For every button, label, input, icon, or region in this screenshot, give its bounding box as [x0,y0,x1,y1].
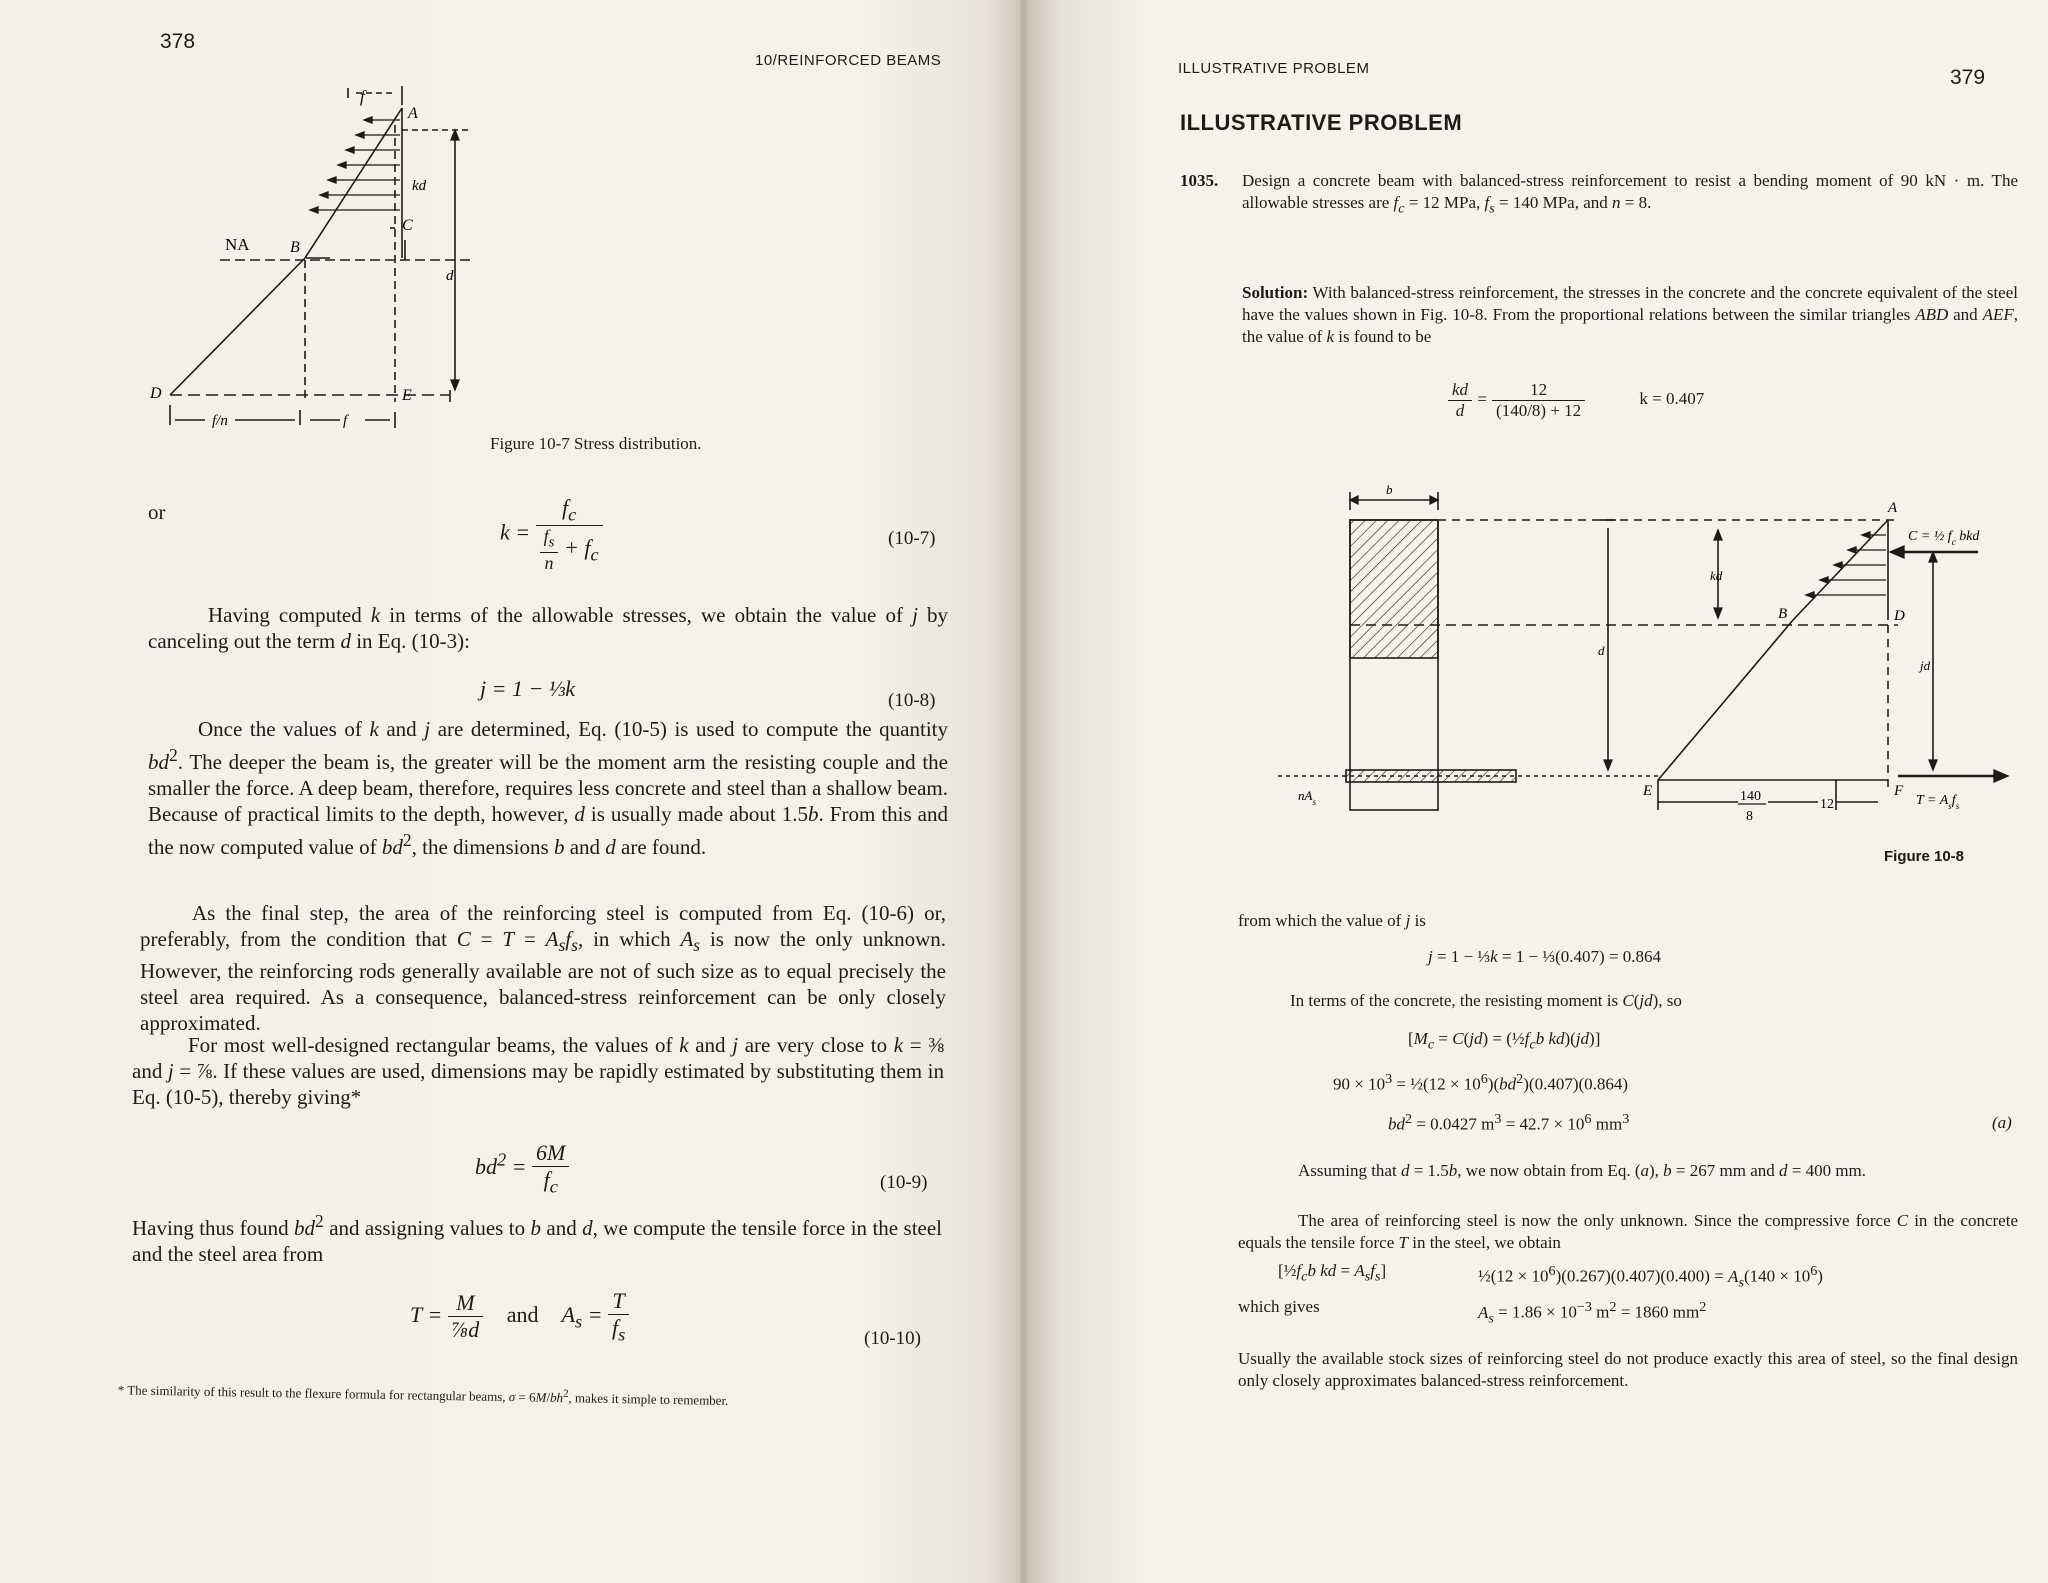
label-E-fig8: E [1643,783,1653,799]
footnote: * The similarity of this result to the flexure formula for rectangular beams, $\sigma = 6M/bh^2$, makes it simple to remember. [117,1382,729,1408]
right-page [1028,0,2048,1583]
equation-a-tag: (a) [1992,1113,2012,1132]
equation-j: j = 1 − ⅓k = 1 − ⅓(0.407) = 0.864 [1428,947,1662,966]
eq-10-7-lhs: k = [500,519,531,545]
label-B-fig8: B [1778,606,1788,622]
eq-k-lhs-num: kd [1448,380,1472,401]
label-F-fig8: F [1894,783,1904,799]
figure-10-7-stress-diagram [150,80,470,450]
equation-10-8: j = 1 − ⅓k [480,676,576,701]
page-number-left: 378 [160,30,196,53]
figure-10-7-caption: Figure 10-7 Stress distribution. [490,434,702,453]
equation-area-1-left: [$\frac{1}{2}f_cb$ kd = $A_sf_s$] [1278,1261,1387,1285]
paragraph-assuming: Assuming that d = 1.5b, we now obtain from Eq. (a), b = 267 mm and d = 400 mm. [1298,1161,1867,1180]
label-C: C [402,217,413,234]
label-B: B [290,239,300,256]
label-nAs: $nA_s$ [1298,788,1316,807]
text-in-terms-of-concrete: In terms of the concrete, the resisting moment is C(jd), so [1290,991,1682,1010]
paragraph-area-of-steel: The area of reinforcing steel is now the only unknown. Since the compressive force C in the concrete equals the tensile force T in the steel, we obtain [1238,1211,2018,1252]
label-neutral-axis: NA [225,235,250,254]
label-A-fig8: A [1888,500,1898,516]
eq-10-9-lhs: $bd^2$ = [475,1149,527,1179]
eq-10-9-den: $f_c$ [543,1167,558,1197]
running-head-left: 10/REINFORCED BEAMS [755,52,942,69]
solution-paragraph [1242,282,2018,348]
paragraph-having-thus-found: Having thus found $bd^2$ and assigning values to b and d, we compute the tensile force in the steel and the steel area from [132,1211,943,1266]
text-from-which: from which the value of j is [1238,911,1426,930]
equation-area-1-right: ½(12 × $10^6)(0.267)(0.407)(0.400) = A_s(140 \times 10^6)$ [1478,1263,1823,1291]
label-A: A [408,105,418,122]
eq-10-9-number: (10-9) [880,1172,928,1193]
figure-10-8-caption: Figure 10-8 [1884,848,1965,865]
label-fc-bottom: f [343,413,348,429]
left-page [0,0,1020,1583]
eq-10-10-a-den: $f_s$ [612,1315,626,1345]
equation-moment-3: $bd^2 = 0.0427$ $m^3 = 42.7 \times 10^6$ $mm^3$ [1388,1111,1630,1134]
eq-10-8-number: (10-8) [888,690,936,711]
eq-k-result: k = 0.407 [1639,389,1705,409]
eq-10-7-num: $f_c$ [536,495,603,526]
paragraph-once-the-values: Once the values of k and j are determined, Eq. (10-5) is used to compute the quantity $bd^2$. The deeper the beam is, the greater will be the moment arm the resisting couple and the smaller the force. A deep beam, therefore, requires less concrete and steel than a shallow beam. Because of practical limits to the depth, however, d is usually made about 1.5b. From this and the now computed value of $bd^2$, the dimensions b and d are found. [148,717,948,859]
eq-10-7-den-den: n [544,552,554,573]
eq-10-10-t-den: ⅞d [451,1317,480,1343]
label-dim-140: 140 [1740,789,1761,804]
label-jd-fig8: jd [1920,658,1931,673]
paragraph-stock-sizes: Usually the available stock sizes of reinforcing steel do not produce exactly this area of steel, so the final design only closely approximates balanced-stress reinforcement. [1238,1349,2018,1390]
eq-k-rhs-num: 12 [1492,380,1585,401]
figure-10-8-beam-diagram [1258,480,2038,840]
equation-10-7 [500,495,603,574]
eq-10-7-number: (10-7) [888,528,936,549]
problem-statement: Design a concrete beam with balanced-stress reinforcement to resist a bending moment of 90 kN · m. The allowable stresses are $f_c = 12$ MPa, $f_s = 140$ MPa, and n = 8. [1242,171,2018,217]
solution-text: With balanced-stress reinforcement, the stresses in the concrete and the concrete equivalent of the steel have the values shown in Fig. 10-8. From the proportional relations between the similar triangles ABD and AEF, the value of k is found to be [1242,283,2018,346]
paragraph-having-computed-k: Having computed k in terms of the allowable stresses, we obtain the value of j by canceling out the term d in Eq. (10-3): [148,603,948,653]
label-kd: kd [412,178,427,194]
equation-10-9 [475,1140,569,1197]
label-kd-fig8: kd [1710,568,1723,583]
eq-10-7-den-num: $f_s$ [540,526,559,553]
eq-10-10-t-num: M [448,1290,484,1317]
text-which-gives: which gives [1238,1297,1320,1316]
eq-10-10-number: (10-10) [864,1328,921,1349]
equation-10-10 [410,1288,629,1345]
label-D: D [150,385,162,402]
eq-10-9-num: 6M [532,1140,569,1167]
paragraph-final-step: As the final step, the area of the reinforcing steel is computed from Eq. (10-6) or, preferably, from the condition that $C = T = A_sf_s$, in which $A_s$ is now the only unknown. However, the reinforcing rods generally available are not of such size as to equal precisely the steel area required. As a consequence, balanced-stress reinforcement can be only closely approximated. [140,901,947,1036]
equation-area-2: $A_s = 1.86 \times 10^{-3}$ $m^2 = 1860$ $mm^2$ [1478,1299,1707,1327]
label-b: b [1386,482,1393,497]
running-head-right: ILLUSTRATIVE PROBLEM [1178,60,1370,77]
equation-moment-1: [$M_c = C(jd)$ = ($\frac{1}{2}f_cb$ kd)(jd)] [1408,1029,1601,1053]
equation-k: $\frac{kd}{d}$ = $\frac{12}{(140/8) + 12}$ k = 0.407 [1448,380,1704,421]
label-compressive-force: C = ½ $f_c$ bkd [1908,529,1980,547]
label-fs-n: f/n [212,413,228,429]
problem-number: 1035. [1180,171,1219,190]
eq-10-7-den-rest: + $f_c$ [563,535,599,565]
eq-10-10-t-lhs: T = [410,1301,443,1327]
label-dim-8: 8 [1746,809,1753,824]
section-heading: ILLUSTRATIVE PROBLEM [1180,110,1463,135]
page-number-right: 379 [1950,66,1986,89]
eq-10-10-a-lhs: $A_s$ = [561,1301,603,1332]
label-tensile-force: $T = A_sf_s$ [1916,793,1960,811]
label-d: d [446,268,454,284]
or-prefix: or [148,500,166,524]
paragraph-well-designed-beams: For most well-designed rectangular beams, the values of k and j are very close to k = ⅜ and j = ⅞. If these values are used, dimensions may be rapidly estimated by substituting them in Eq. (10-5), thereby giving* [132,1033,945,1109]
label-fc-top: f [360,87,365,106]
eq-10-10-and: and [506,1301,539,1327]
label-d-fig8: d [1598,643,1605,658]
solution-label: Solution: [1242,283,1309,302]
eq-k-rhs-den: (140/8) + 12 [1496,401,1582,420]
equation-moment-2: $90 \times 10^3$ = ½(12 × $10^6)(bd^2)(0.407)(0.864)$ [1333,1071,1629,1094]
label-E: E [402,387,412,404]
eq-10-10-a-num: T [608,1288,629,1315]
eq-k-lhs-den: d [1455,401,1465,420]
label-D-fig8: D [1894,608,1905,624]
label-dim-12: 12 [1820,797,1834,812]
